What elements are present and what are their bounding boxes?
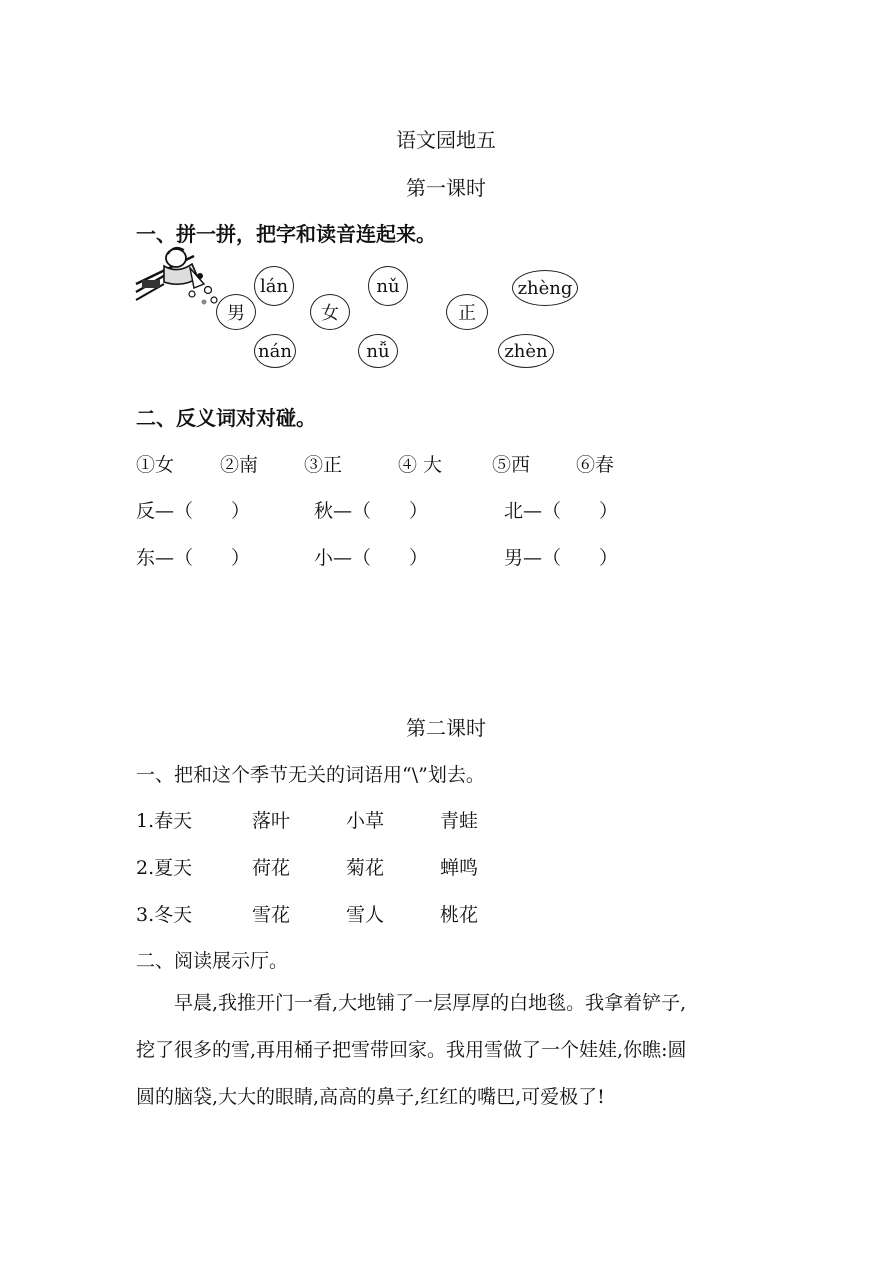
pinyin-oval-lan: lán — [254, 266, 294, 306]
season-word: 桃花 — [440, 904, 479, 926]
pinyin-oval-zhen: zhèn — [498, 334, 554, 368]
option-5: ⑤西 — [492, 454, 531, 476]
q2-title: 二、反义词对对碰。 — [136, 406, 316, 430]
q1-title: 一、拼一拼，把字和读音连起来。 — [136, 222, 436, 246]
lesson1-heading: 第一课时 — [406, 176, 486, 200]
pinyin-oval-nv3: nǚ — [358, 334, 398, 368]
billiard-player-illustration — [134, 240, 220, 312]
season-word: 蝉鸣 — [440, 857, 479, 879]
season-word: 1.春天 — [136, 810, 193, 832]
lesson2-heading: 第二课时 — [406, 716, 486, 740]
option-4: ④ 大 — [398, 454, 443, 476]
season-word: 菊花 — [346, 857, 385, 879]
season-word: 小草 — [346, 810, 385, 832]
antonym-pair: 小—（ ） — [314, 547, 429, 569]
option-3: ③正 — [304, 454, 343, 476]
option-6: ⑥春 — [576, 454, 615, 476]
paragraph-line: 挖了很多的雪,再用桶子把雪带回家。我用雪做了一个娃娃,你瞧:圆 — [136, 1039, 687, 1061]
season-word: 2.夏天 — [136, 857, 193, 879]
antonym-pair: 秋—（ ） — [314, 500, 429, 522]
char-oval-zheng: 正 — [446, 294, 488, 330]
option-1: ①女 — [136, 454, 175, 476]
season-word: 落叶 — [252, 810, 291, 832]
option-2: ②南 — [220, 454, 259, 476]
season-word: 雪花 — [252, 904, 291, 926]
antonym-pair: 反—（ ） — [136, 500, 251, 522]
lesson2-q2-title: 二、阅读展示厅。 — [136, 950, 289, 972]
antonym-pair: 东—（ ） — [136, 547, 251, 569]
char-oval-nan: 男 — [216, 294, 256, 330]
paragraph-line: 早晨,我推开门一看,大地铺了一层厚厚的白地毯。我拿着铲子, — [174, 992, 687, 1014]
pinyin-oval-zheng: zhèng — [512, 270, 578, 306]
season-word: 青蛙 — [440, 810, 479, 832]
paragraph-line: 圆的脑袋,大大的眼睛,高高的鼻子,红红的嘴巴,可爱极了! — [136, 1086, 605, 1108]
pinyin-oval-nu3: nǔ — [368, 266, 408, 306]
page-title: 语文园地五 — [396, 128, 496, 152]
antonym-pair: 男—（ ） — [504, 547, 619, 569]
pinyin-oval-nan: nán — [254, 334, 296, 368]
season-word: 雪人 — [346, 904, 385, 926]
antonym-pair: 北—（ ） — [504, 500, 619, 522]
season-word: 荷花 — [252, 857, 291, 879]
lesson2-q1-title: 一、把和这个季节无关的词语用“\”划去。 — [136, 764, 485, 786]
reading-paragraph — [136, 980, 766, 1121]
char-oval-nv: 女 — [310, 294, 350, 330]
season-word: 3.冬天 — [136, 904, 193, 926]
